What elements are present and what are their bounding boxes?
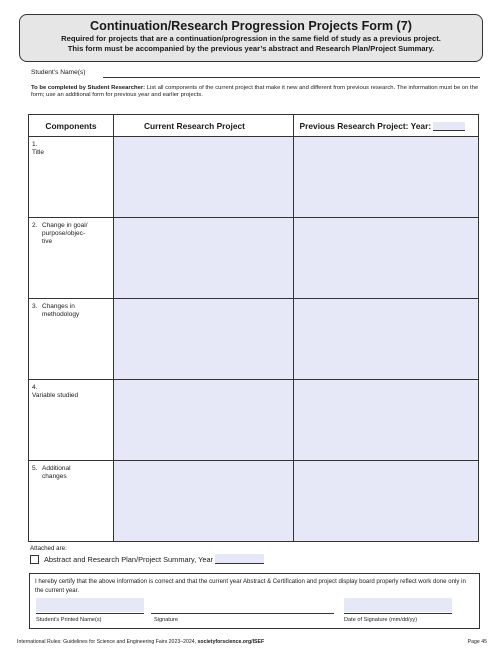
previous-project-field[interactable]	[293, 218, 478, 299]
form-subtitle-line2: This form must be accompanied by the previous year’s abstract and Research Plan/Project Summary.	[67, 44, 435, 53]
attached-checkbox[interactable]	[30, 555, 39, 564]
component-label: Change in goal/ purpose/objec- tive	[42, 222, 88, 245]
signature-line[interactable]	[151, 613, 334, 614]
table-row	[29, 461, 479, 542]
attached-item	[30, 553, 264, 565]
printed-name-line	[36, 613, 144, 614]
attached-year-field[interactable]	[215, 554, 264, 564]
previous-project-field[interactable]	[293, 137, 478, 218]
certification-box	[29, 573, 480, 629]
instructions-body: List all components of the current project that make it new and different from previous research. The information must be on the form; use an additional form for previous year and earlier projects.	[31, 85, 479, 99]
certification-text: I hereby certify that the above information is correct and that the current year Abstract & Certification and project display board properly reflect work done only in the current year.	[35, 578, 466, 594]
table-header-row	[29, 115, 479, 137]
previous-project-field[interactable]	[293, 380, 478, 461]
attached-item-label: Abstract and Research Plan/Project Summary, Year	[44, 554, 214, 564]
student-name-field[interactable]	[103, 68, 480, 78]
instructions	[31, 85, 481, 100]
component-cell	[29, 380, 114, 461]
component-cell	[29, 137, 114, 218]
instructions-lead: To be completed by Student Researcher:	[31, 85, 146, 91]
component-label: Title	[32, 149, 45, 156]
signature-label: Signature	[154, 617, 178, 623]
printed-name-label: Student’s Printed Name(s)	[36, 617, 102, 623]
table-row	[29, 218, 479, 299]
current-project-field[interactable]	[113, 299, 293, 380]
previous-project-field[interactable]	[293, 299, 478, 380]
component-cell	[29, 461, 114, 542]
student-name-label: Student’s Name(s)	[31, 69, 86, 76]
current-project-field[interactable]	[113, 380, 293, 461]
page-number: Page 45	[467, 639, 487, 645]
current-project-field[interactable]	[113, 137, 293, 218]
date-label: Date of Signature (mm/dd/yy)	[344, 617, 418, 623]
previous-year-field[interactable]	[433, 122, 465, 131]
form-header	[19, 14, 483, 62]
component-number: 2.	[32, 222, 38, 229]
previous-project-field[interactable]	[293, 461, 478, 542]
form-subtitle-line1: Required for projects that are a continuation/progression in the same field of study as a previous project.	[61, 34, 441, 43]
component-label: Variable studied	[32, 392, 79, 399]
footer-left	[17, 639, 264, 645]
date-line	[344, 613, 452, 614]
attached-heading: Attached are:	[30, 545, 67, 552]
component-number: 1.	[32, 141, 38, 148]
components-table	[28, 114, 479, 542]
footer-text: International Rules: Guidelines for Science and Engineering Fairs 2023–2024,	[17, 639, 198, 645]
table-row	[29, 299, 479, 380]
component-label: Changes in methodology	[42, 303, 80, 318]
component-label: Additional changes	[42, 465, 71, 480]
current-project-field[interactable]	[113, 461, 293, 542]
form-title: Continuation/Research Progression Projects Form (7)	[90, 19, 412, 33]
component-number: 5.	[32, 465, 38, 472]
header-previous-label: Previous Research Project: Year:	[299, 120, 432, 131]
component-cell	[29, 299, 114, 380]
student-name-row	[31, 68, 480, 80]
current-project-field[interactable]	[113, 218, 293, 299]
date-field[interactable]	[344, 598, 452, 612]
component-number: 3.	[32, 303, 38, 310]
component-cell	[29, 218, 114, 299]
table-row	[29, 137, 479, 218]
table-row	[29, 380, 479, 461]
header-current-project: Current Research Project	[113, 115, 293, 137]
header-previous-project	[293, 115, 478, 137]
printed-name-field[interactable]	[36, 598, 144, 612]
footer-link[interactable]: societyforscience.org/ISEF	[197, 639, 265, 645]
header-components: Components	[29, 115, 114, 137]
component-number: 4.	[32, 384, 38, 391]
